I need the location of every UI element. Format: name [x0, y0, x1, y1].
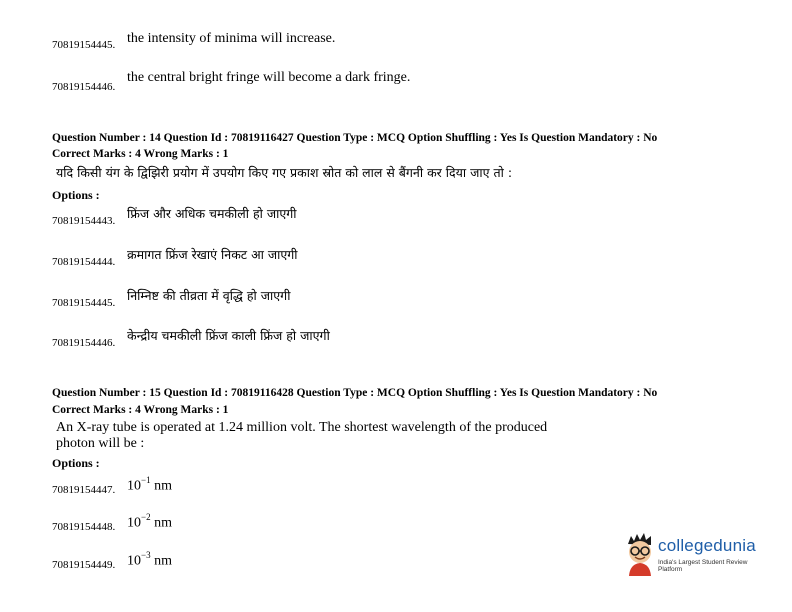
option-id: 70819154449. [52, 559, 116, 571]
collegedunia-logo [624, 532, 764, 578]
option-base: 10 [127, 553, 141, 569]
question-header: Question Number : 14 Question Id : 70819116427 Question Type : MCQ Option Shuffling : Yes Is Question Mandatory : No [52, 132, 658, 144]
option-id: 70819154445. [52, 39, 116, 51]
option-id: 70819154447. [52, 484, 116, 496]
option-id: 70819154448. [52, 521, 116, 533]
option-base: 10 [127, 478, 141, 494]
question-header: Question Number : 15 Question Id : 70819116428 Question Type : MCQ Option Shuffling : Yes Is Question Mandatory : No [52, 387, 658, 399]
option-text [127, 476, 172, 495]
option-base: 10 [127, 515, 141, 531]
logo-tagline: India's Largest Student Review Platform [658, 559, 748, 573]
mascot-icon [624, 532, 656, 576]
option-text: निम्निष्ट की तीव्रता में वृद्धि हो जाएगी [127, 288, 291, 303]
options-label: Options : [52, 456, 100, 470]
marks-line: Correct Marks : 4 Wrong Marks : 1 [52, 404, 229, 416]
question-text-line-1: An X-ray tube is operated at 1.24 million volt. The shortest wavelength of the produced [56, 420, 548, 435]
option-exponent: −1 [141, 475, 151, 485]
option-unit: nm [150, 478, 172, 494]
option-exponent: −3 [141, 550, 151, 560]
option-text: केन्द्रीय चमकीली फ्रिंज काली फ्रिंज हो जाएगी [127, 328, 330, 343]
option-text: फ्रिंज और अधिक चमकीली हो जाएगी [127, 206, 297, 221]
logo-wordmark: collegedunia [658, 536, 756, 555]
option-text [127, 551, 172, 570]
options-label: Options : [52, 188, 100, 202]
question-text: यदि किसी यंग के द्विझिरी प्रयोग में उपयोग किए गए प्रकाश स्रोत को लाल से बैंगनी कर दिया जाए तो : [56, 165, 513, 180]
option-exponent: −2 [141, 512, 151, 522]
option-id: 70819154446. [52, 337, 116, 349]
option-text [127, 513, 172, 532]
option-id: 70819154446. [52, 81, 116, 93]
option-unit: nm [150, 553, 172, 569]
option-id: 70819154444. [52, 256, 116, 268]
option-text: the intensity of minima will increase. [127, 31, 336, 46]
marks-line: Correct Marks : 4 Wrong Marks : 1 [52, 148, 229, 160]
option-unit: nm [150, 515, 172, 531]
option-id: 70819154443. [52, 215, 116, 227]
option-text: क्रमागत फ्रिंज रेखाएं निकट आ जाएगी [127, 247, 298, 262]
option-text: the central bright fringe will become a dark fringe. [127, 70, 411, 85]
question-text-line-2: photon will be : [56, 436, 145, 451]
option-id: 70819154445. [52, 297, 116, 309]
